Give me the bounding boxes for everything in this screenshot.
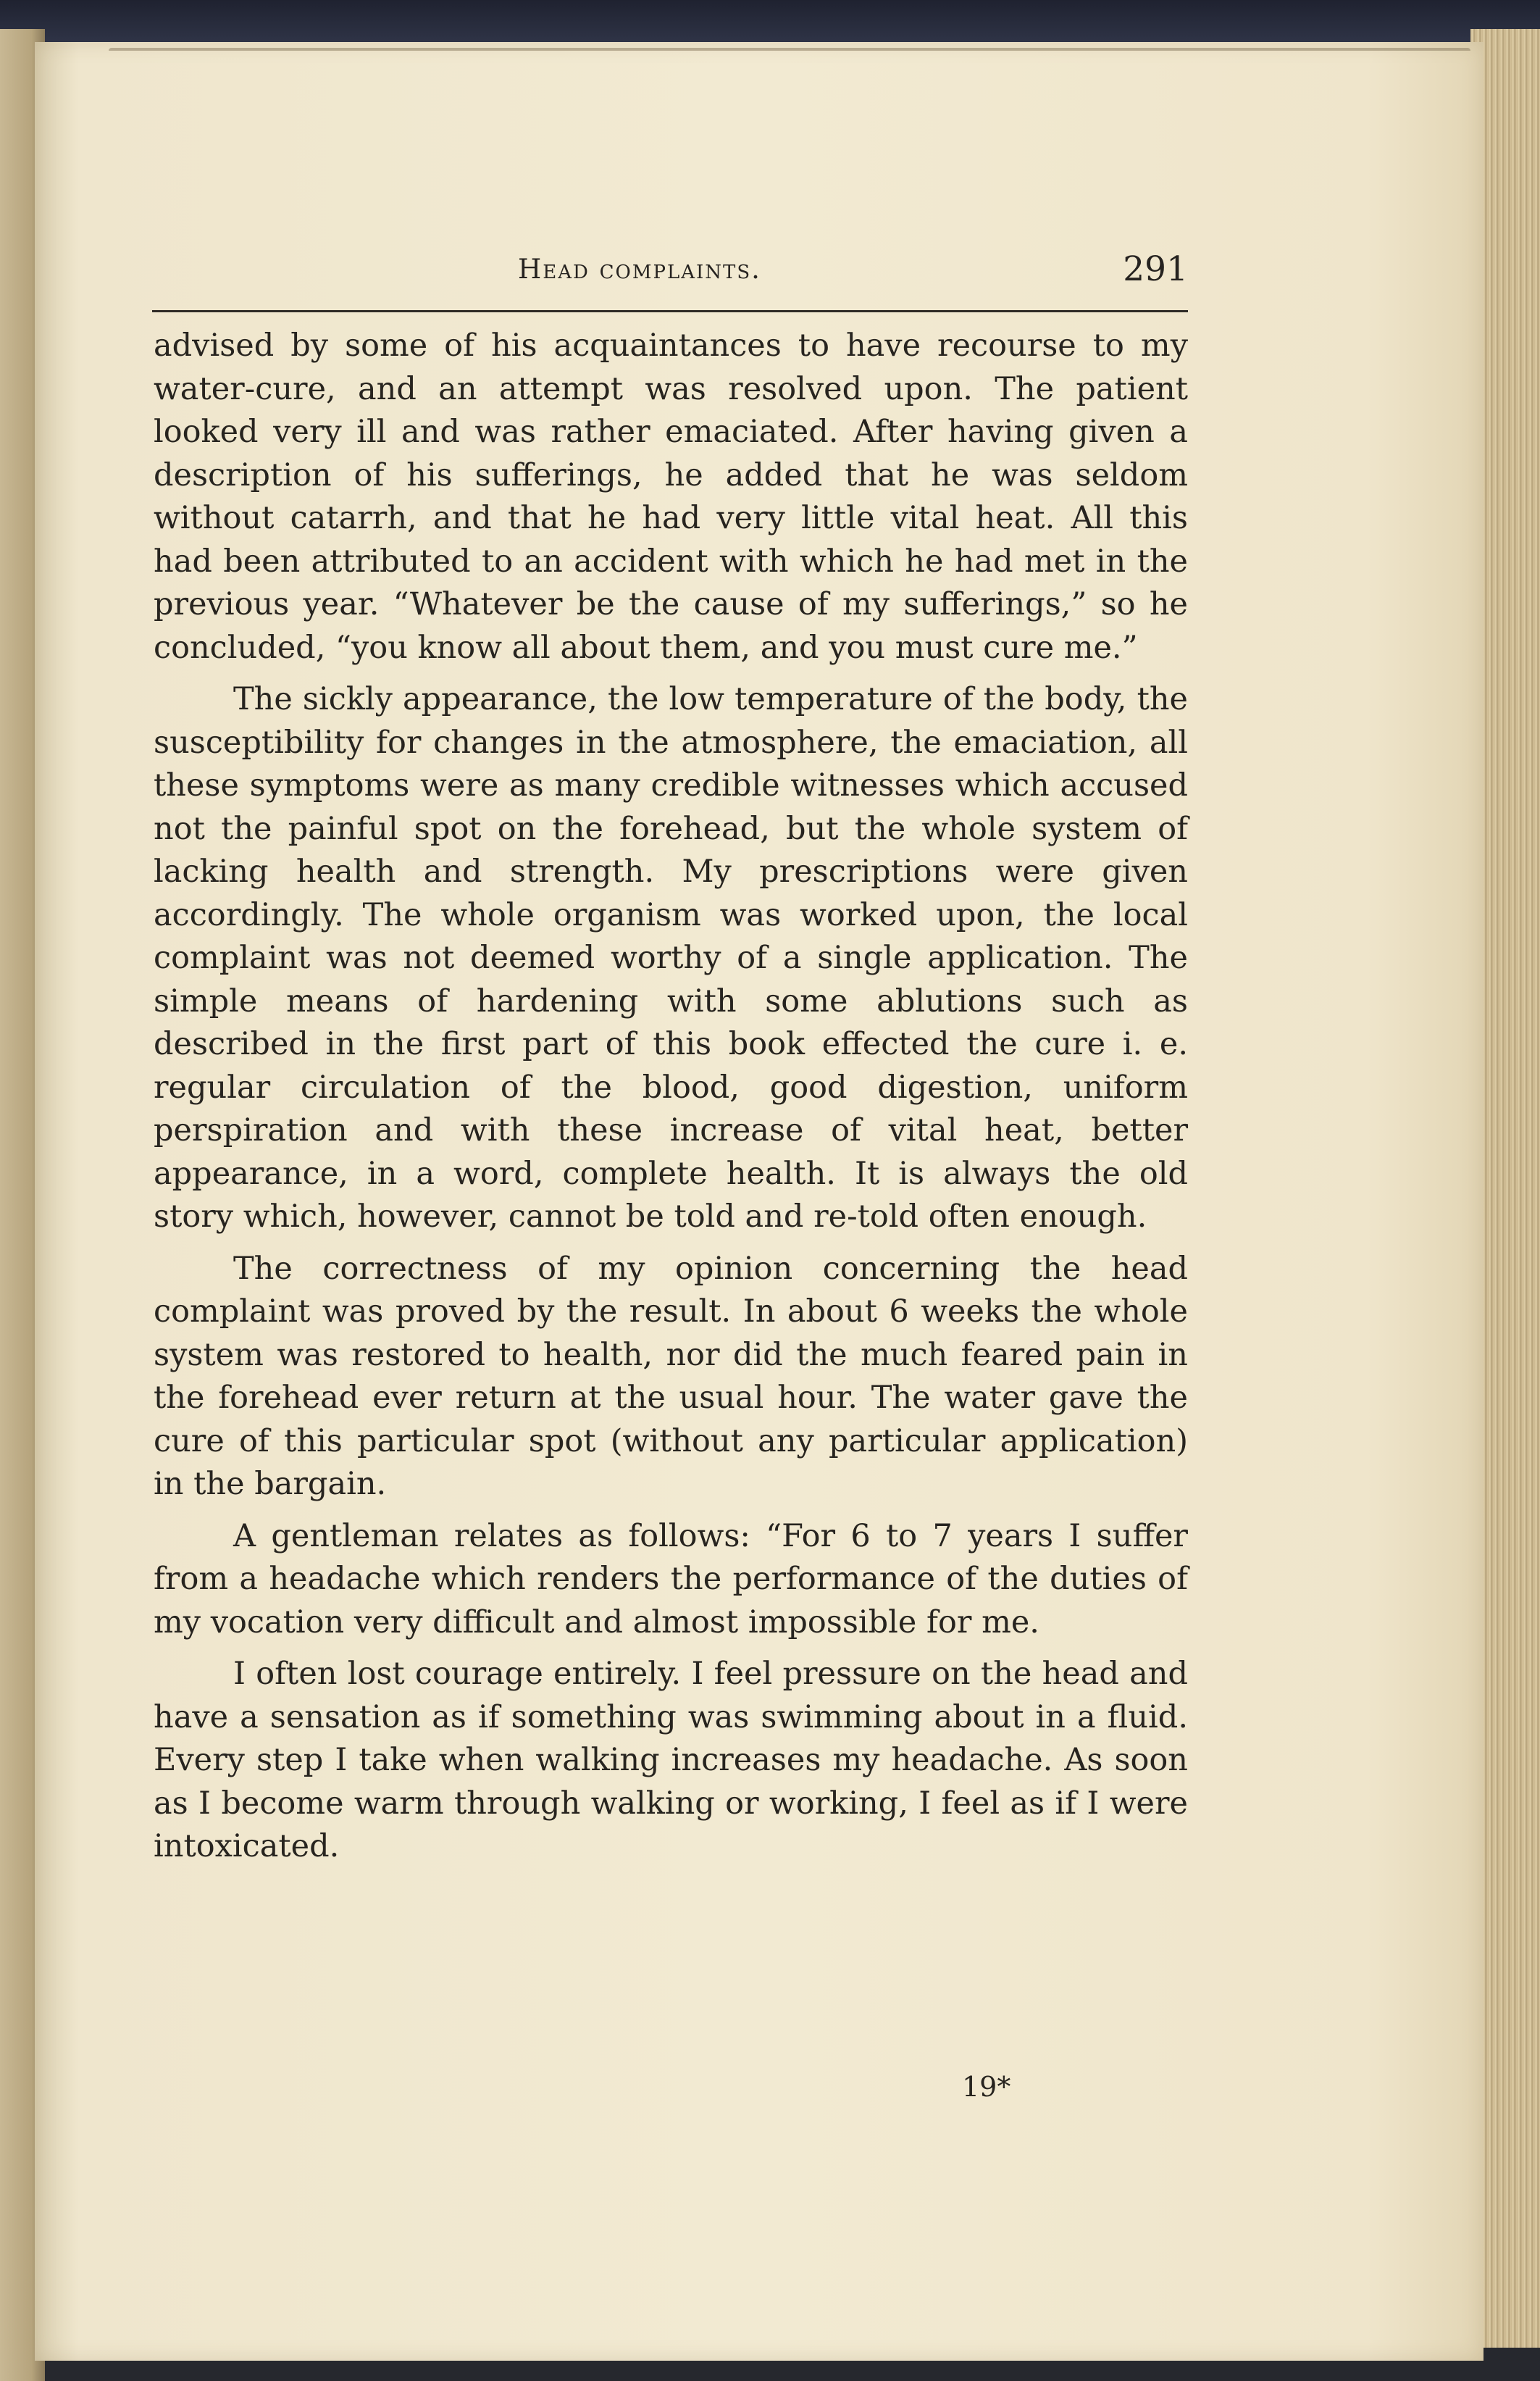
signature-mark: 19* [962,2071,1011,2103]
running-head: Head complaints. [518,254,761,285]
paragraph: advised by some of his acquaintances to have recourse to my water-cure, and an attempt was resolved upon. The patient looked very ill and was rather emaciated. After having given a description of his sufferings, he added that he was seldom without catarrh, and that he had very little vital heat. All this had been attributed to an accident with which he had met in the previous year. “Whatever be the cause of my sufferings,” so he concluded, “you know all about them, and you must cure me.” [154,328,1188,666]
paragraph: I often lost courage entirely. I feel pressure on the head and have a sensation as if something was swimming about in a fluid. Every step I take when walking increases my headache. As soon as I become warm through walking or working, I feel as if I were intoxicated. [154,1656,1188,1864]
page-header [152,245,1188,303]
paragraph: The correctness of my opinion concerning the head complaint was proved by the result. In about 6 weeks the whole system was restored to health, nor did the much feared pain in the forehead ever return at the usual hour. The water gave the cure of this particular spot (without any particular application) in the bargain. [154,1250,1188,1502]
paragraph: A gentleman relates as follows: “For 6 to 7 years I suffer from a headache which renders the performance of the duties of my vocation very difficult and almost impossible for me. [154,1517,1188,1640]
paragraph: The sickly appearance, the low temperature of the body, the susceptibility for changes in the atmosphere, the emaciation, all these symptoms were as many credible witnesses which accused not the painful spot on the forehead, but the whole system of lacking health and strength. My prescriptions were given accordingly. The whole organism was worked upon, the local complaint was not deemed worthy of a single application. The simple means of hardening with some ablutions such as described in the first part of this book effected the cure i. e. regular circulation of the blood, good digestion, uniform perspiration and with these increase of vital heat, better appearance, in a word, complete health. It is always the old story which, however, cannot be told and re-told often enough. [154,681,1188,1235]
page-top-edge [109,48,1470,64]
book-cover-edge [0,0,1540,43]
page-number: 291 [1123,249,1188,289]
body-text [154,325,1188,1877]
header-rule [152,310,1188,312]
